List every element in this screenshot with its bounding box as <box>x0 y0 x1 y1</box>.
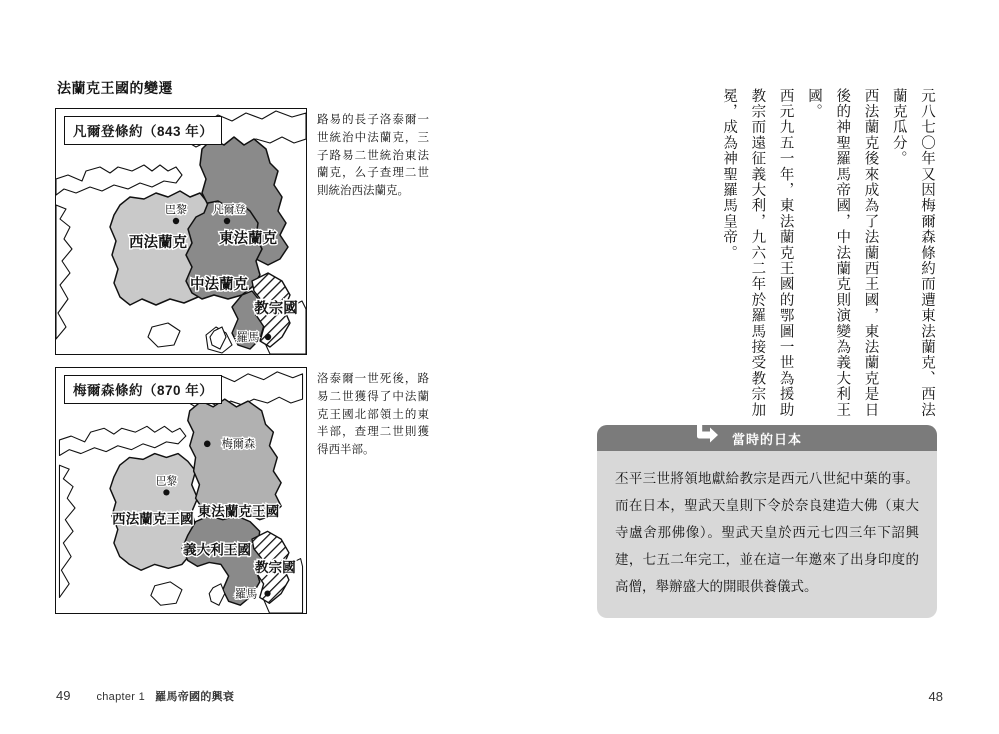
callout-title: 當時的日本 <box>731 431 802 447</box>
page-number-left: 49 <box>56 688 71 703</box>
city-dot-rome <box>264 590 270 596</box>
map-label-paris: 巴黎 <box>155 475 178 488</box>
footer-left <box>56 688 234 704</box>
city-dot-paris <box>173 218 179 224</box>
footer-chapter-title: 羅馬帝國的興衰 <box>155 691 235 703</box>
curved-arrow-icon <box>693 425 719 447</box>
map-title-verdun: 凡爾登條約（843 年） <box>64 116 222 145</box>
vertical-text-column-2: 西法蘭克後來成為了法蘭西王國，東法蘭克是日後的神聖羅馬帝國，中法蘭克則演變為義大利王國。 <box>805 88 879 418</box>
map-label-meersen: 梅爾森 <box>221 438 256 451</box>
map-label-middle-francia: 中法蘭克 <box>190 277 248 293</box>
map-caption-verdun: 路易的長子洛泰爾一世統治中法蘭克，三子路易二世統治東法蘭克，么子查理二世則統治西法蘭克。 <box>317 114 429 198</box>
map-label-kingdom-of-italy: 義大利王國 <box>182 542 252 558</box>
vertical-text-column-3: 西元九五一年，東法蘭克王國的鄂圖一世為援助教宗而遠征義大利，九六二年於羅馬接受教宗加冕，成為神聖羅馬皇帝。 <box>721 88 794 418</box>
map-label-west-francia: 西法蘭克 <box>129 235 187 251</box>
vertical-text-column-1: 元八七〇年又因梅爾森條約而遭東法蘭克、西法蘭克瓜分。 <box>890 88 935 418</box>
city-dot-rome <box>265 334 271 340</box>
map-label-east-francia: 東法蘭克 <box>219 231 277 247</box>
map-meerssen <box>55 367 307 614</box>
map-label-paris: 巴黎 <box>165 204 187 216</box>
map-label-rome: 羅馬 <box>234 588 258 601</box>
map-label-papal-states: 教宗國 <box>254 301 298 317</box>
city-dot-paris <box>163 489 169 495</box>
map-block-meerssen <box>55 367 435 614</box>
callout-header <box>597 425 937 451</box>
map-label-west-frankish-kingdom: 西法蘭克王國 <box>111 511 194 527</box>
callout-box-japan <box>597 425 937 618</box>
map-block-verdun <box>55 108 435 355</box>
footer-chapter-label <box>96 688 234 704</box>
map-title-meerssen: 梅爾森條約（870 年） <box>64 375 222 404</box>
map-label-papal-states: 教宗國 <box>254 560 296 576</box>
map-caption-meerssen: 洛泰爾一世死後，路易二世獲得了中法蘭克王國北部領土的東半部，查理二世則獲得西半部。 <box>317 373 429 457</box>
map-label-east-frankish-kingdom: 東法蘭克王國 <box>197 503 280 519</box>
map-verdun <box>55 108 307 355</box>
page-number-right: 48 <box>928 689 943 704</box>
page-title: 法蘭克王國的變遷 <box>57 80 173 96</box>
footer-chapter-number: chapter 1 <box>96 691 146 703</box>
city-dot-verdun <box>224 218 230 224</box>
map-label-verdun: 凡爾登 <box>212 204 246 216</box>
callout-body-text: 丕平三世將領地獻給教宗是西元八世紀中葉的事。而在日本，聖武天皇則下令於奈良建造大佛（東大寺盧舍那佛像）。聖武天皇於西元七四三年下詔興建，七五二年完工，並在這一年邀來了出身印度的高僧，舉辦盛大的開眼供養儀式。 <box>615 471 919 594</box>
city-dot-meersen <box>204 441 211 448</box>
left-column <box>55 78 435 626</box>
vertical-body-text <box>715 88 941 420</box>
map-label-rome: 羅馬 <box>236 332 260 344</box>
